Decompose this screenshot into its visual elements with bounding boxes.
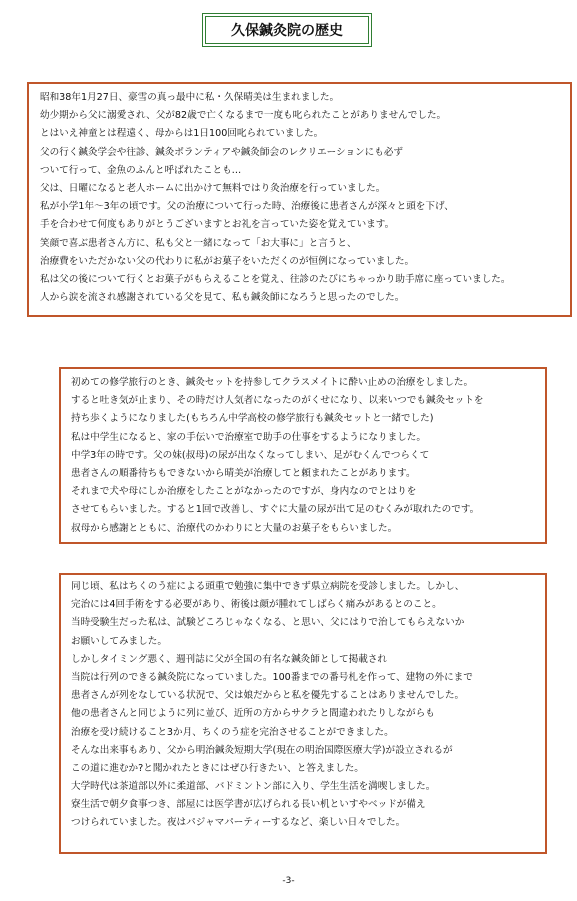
text-line: 手を合わせて何度もありがとうございますとお礼を言っていた姿を覚えています。 bbox=[40, 219, 395, 231]
text-line: 他の患者さんと同じように列に並び、近所の方からサクラと間違われたりしながらも bbox=[71, 708, 435, 720]
text-line: 寮生活で朝夕食事つき、部屋には医学書が広げられる長い机といすやベッドが備え bbox=[71, 799, 426, 811]
text-line: 中学3年の時です。父の妹(叔母)の尿が出なくなってしまい、足がむくんでつらくて bbox=[71, 449, 430, 461]
history-section-school-trip bbox=[59, 367, 547, 544]
text-line: 治療費をいただかない父の代わりに私がお菓子をいただくのが恒例になっていました。 bbox=[40, 255, 415, 267]
text-line: それまで犬や母にしか治療をしたことがなかったのですが、身内なのでとはりを bbox=[71, 486, 417, 498]
text-line: すると吐き気が止まり、その時だけ人気者になったのがくせになり、以来いつでも鍼灸セットを bbox=[71, 395, 484, 407]
text-line: とはいえ神童とは程遠く、母からは1日100回叱られていました。 bbox=[40, 128, 324, 140]
text-line: 治療を受け続けること3か月、ちくのう症を完治させることができました。 bbox=[71, 726, 394, 738]
page-number: -3- bbox=[282, 876, 295, 886]
text-line: 私は父の後について行くとお菓子がもらえることを覚え、往診のたびにちゃっかり助手席に座っていました。 bbox=[40, 273, 511, 285]
text-line: 当時受験生だった私は、試験どころじゃなくなる、と思い、父にはりで治してもらえないか bbox=[71, 617, 465, 629]
text-line: 患者さんの順番待ちもできないから晴美が治療してと頼まれたことがあります。 bbox=[71, 467, 416, 479]
text-line: しかしタイミング悪く、週刊誌に父が全国の有名な鍼灸師として掲載され bbox=[71, 653, 388, 665]
text-line: そんな出来事もあり、父から明治鍼灸短期大学(現在の明治国際医療大学)が設立されるが bbox=[71, 744, 453, 756]
text-line: 完治には4回手術をする必要があり、術後は顔が腫れてしばらく痛みがあるとのこと。 bbox=[71, 599, 442, 611]
text-line: この道に進むか?と聞かれたときにはぜひ行きたい、と答えました。 bbox=[71, 762, 364, 774]
text-line: つけられていました。夜はパジャマパーティーするなど、楽しい日々でした。 bbox=[71, 817, 406, 829]
text-line: 人から涙を流され感謝されている父を見て、私も鍼灸師になろうと思ったのでした。 bbox=[40, 292, 405, 304]
text-line: 同じ頃、私はちくのう症による頭重で勉強に集中できず県立病院を受診しました。しかし、 bbox=[71, 581, 465, 592]
history-section-childhood bbox=[27, 82, 572, 317]
text-line: させてもらいました。すると1回で改善し、すぐに大量の尿が出て足のむくみが取れたのです。 bbox=[71, 504, 480, 516]
text-line: 笑顔で喜ぶ患者さん方に、私も父と一緒になって「お大事に」と言うと、 bbox=[40, 237, 357, 249]
history-section-university bbox=[59, 573, 547, 854]
text-line: 患者さんが列をなしている状況で、父は娘だからと私を優先することはありませんでした。 bbox=[71, 690, 465, 702]
text-line: 大学時代は茶道部以外に柔道部、バドミントン部に入り、学生生活を満喫しました。 bbox=[71, 781, 436, 793]
text-line: 初めての修学旅行のとき、鍼灸セットを持参してクラスメイトに酔い止めの治療をしました。 bbox=[71, 377, 474, 388]
text-line: 叔母から感謝とともに、治療代のかわりにと大量のお菓子をもらいました。 bbox=[71, 522, 398, 534]
text-line: ついて行って、金魚のふんと呼ばれたことも… bbox=[40, 164, 242, 176]
text-line: 父の行く鍼灸学会や往診、鍼灸ボランティアや鍼灸師会のレクリエーションにも必ず bbox=[40, 146, 404, 158]
text-line: 当院は行列のできる鍼灸院になっていました。100番までの番号札を作って、建物の外にまで bbox=[71, 671, 473, 683]
text-line: 私は中学生になると、家の手伝いで治療室で助手の仕事をするようになりました。 bbox=[71, 431, 426, 443]
text-line: 昭和38年1月27日、豪雪の真っ最中に私・久保晴美は生まれました。 bbox=[40, 92, 340, 103]
text-line: 幼少期から父に溺愛され、父が82歳で亡くなるまで一度も叱られたことがありませんでした。 bbox=[40, 110, 447, 122]
page-title: 久保鍼灸院の歴史 bbox=[205, 16, 369, 44]
text-line: 父は、日曜になると老人ホームに出かけて無料ではり灸治療を行っていました。 bbox=[40, 182, 386, 194]
text-line: お願いしてみました。 bbox=[71, 635, 167, 647]
text-line: 持ち歩くようになりました(もちろん中学高校の修学旅行も鍼灸セットと一緒でした) bbox=[71, 413, 434, 425]
text-line: 私が小学1年～3年の頃です。父の治療について行った時、治療後に患者さんが深々と頭を下げ、 bbox=[40, 201, 454, 213]
